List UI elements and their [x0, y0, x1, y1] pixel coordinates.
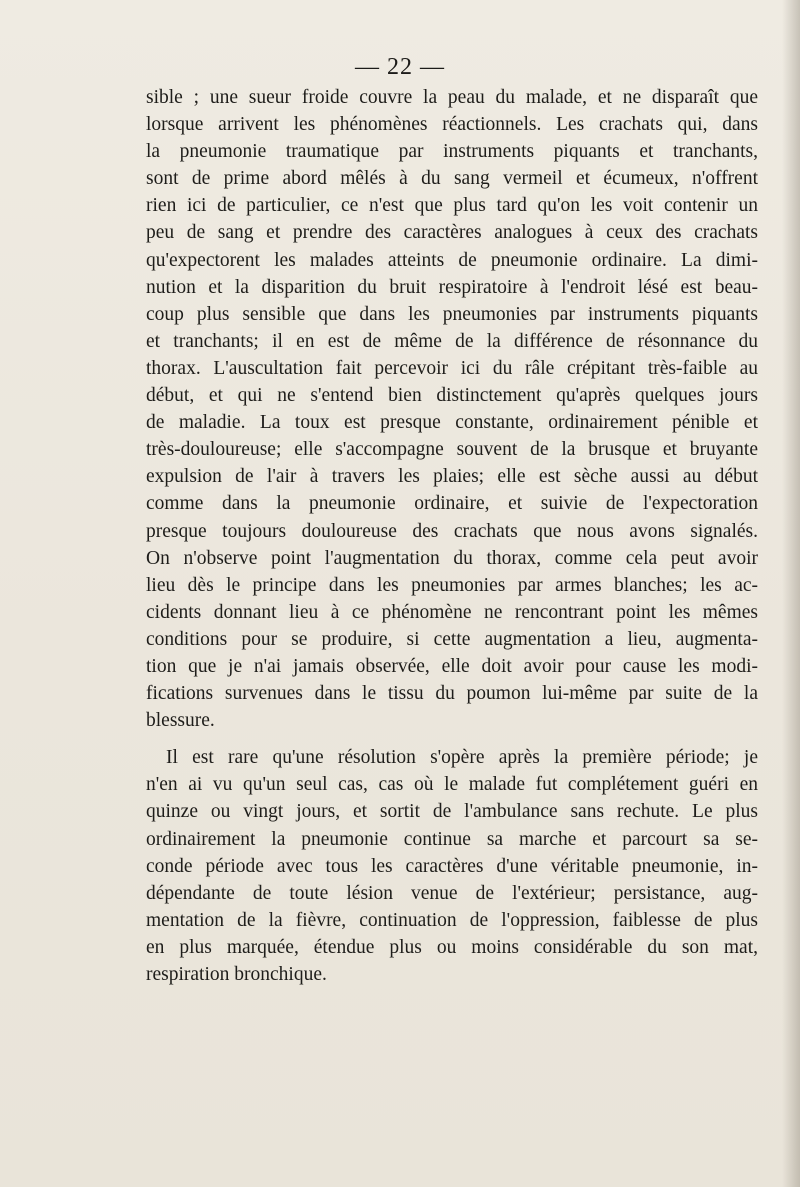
text-line: cidents donnant lieu à ce phénomène ne rencontrant point les mêmes: [146, 601, 758, 623]
text-line: début, et qui ne s'entend bien distinctement qu'après quelques jours: [146, 385, 758, 407]
text-line: peu de sang et prendre des caractères analogues à ceux des crachats: [146, 222, 758, 244]
text-line: On n'observe point l'augmentation du thorax, comme cela peut avoir: [146, 547, 758, 569]
page-number: — 22 —: [355, 54, 445, 80]
text-line: quinze ou vingt jours, et sortit de l'ambulance sans rechute. Le plus: [146, 801, 758, 823]
text-line: Il est rare qu'une résolution s'opère après la première période; je: [166, 747, 758, 769]
paragraph-gap: [146, 734, 758, 744]
text-line: fications survenues dans le tissu du poumon lui-même par suite de la: [146, 683, 758, 705]
paragraph-2: [146, 744, 758, 988]
text-line: lieu dès le principe dans les pneumonies par armes blanches; les ac-: [146, 574, 758, 596]
text-line: qu'expectorent les malades atteints de pneumonie ordinaire. La dimi-: [146, 249, 758, 271]
text-line: mentation de la fièvre, continuation de l'oppression, faiblesse de plus: [146, 909, 758, 931]
text-line: expulsion de l'air à travers les plaies; elle est sèche aussi au début: [146, 466, 758, 488]
text-line: rien ici de particulier, ce n'est que plus tard qu'on les voit contenir un: [146, 195, 758, 217]
text-line: ordinairement la pneumonie continue sa marche et parcourt sa se-: [146, 828, 758, 850]
text-line: conditions pour se produire, si cette augmentation a lieu, augmenta-: [146, 628, 758, 650]
body-text: [146, 84, 758, 988]
text-line: de maladie. La toux est presque constante, ordinairement pénible et: [146, 412, 758, 434]
text-line: et tranchants; il en est de même de la différence de résonnance du: [146, 330, 758, 352]
text-line: dépendante de toute lésion venue de l'extérieur; persistance, aug-: [146, 882, 758, 904]
text-line: lorsque arrivent les phénomènes réactionnels. Les crachats qui, dans: [146, 114, 758, 136]
text-line: respiration bronchique.: [146, 964, 327, 985]
text-line: sont de prime abord mêlés à du sang vermeil et écumeux, n'offrent: [146, 168, 758, 190]
text-line: thorax. L'auscultation fait percevoir ici du râle crépitant très-faible au: [146, 357, 758, 379]
text-line: n'en ai vu qu'un seul cas, cas où le malade fut complétement guéri en: [146, 774, 758, 796]
text-line: blessure.: [146, 710, 215, 732]
text-line: très-douloureuse; elle s'accompagne souvent de la brusque et bruyante: [146, 439, 758, 461]
text-line: nution et la disparition du bruit respiratoire à l'endroit lésé est beau-: [146, 276, 758, 298]
paragraph-1: [146, 84, 758, 734]
text-line: sible ; une sueur froide couvre la peau du malade, et ne disparaît que: [146, 87, 758, 108]
text-line: presque toujours douloureuse des crachats que nous avons signalés.: [146, 520, 758, 542]
text-line: tion que je n'ai jamais observée, elle doit avoir pour cause les modi-: [146, 655, 758, 677]
text-line: coup plus sensible que dans les pneumonies par instruments piquants: [146, 303, 758, 325]
text-line: en plus marquée, étendue plus ou moins considérable du son mat,: [146, 936, 758, 958]
page-edge-shadow: [782, 0, 800, 1187]
text-line: comme dans la pneumonie ordinaire, et suivie de l'expectoration: [146, 493, 758, 515]
text-line: la pneumonie traumatique par instruments piquants et tranchants,: [146, 141, 758, 163]
text-line: conde période avec tous les caractères d'une véritable pneumonie, in-: [146, 855, 758, 877]
